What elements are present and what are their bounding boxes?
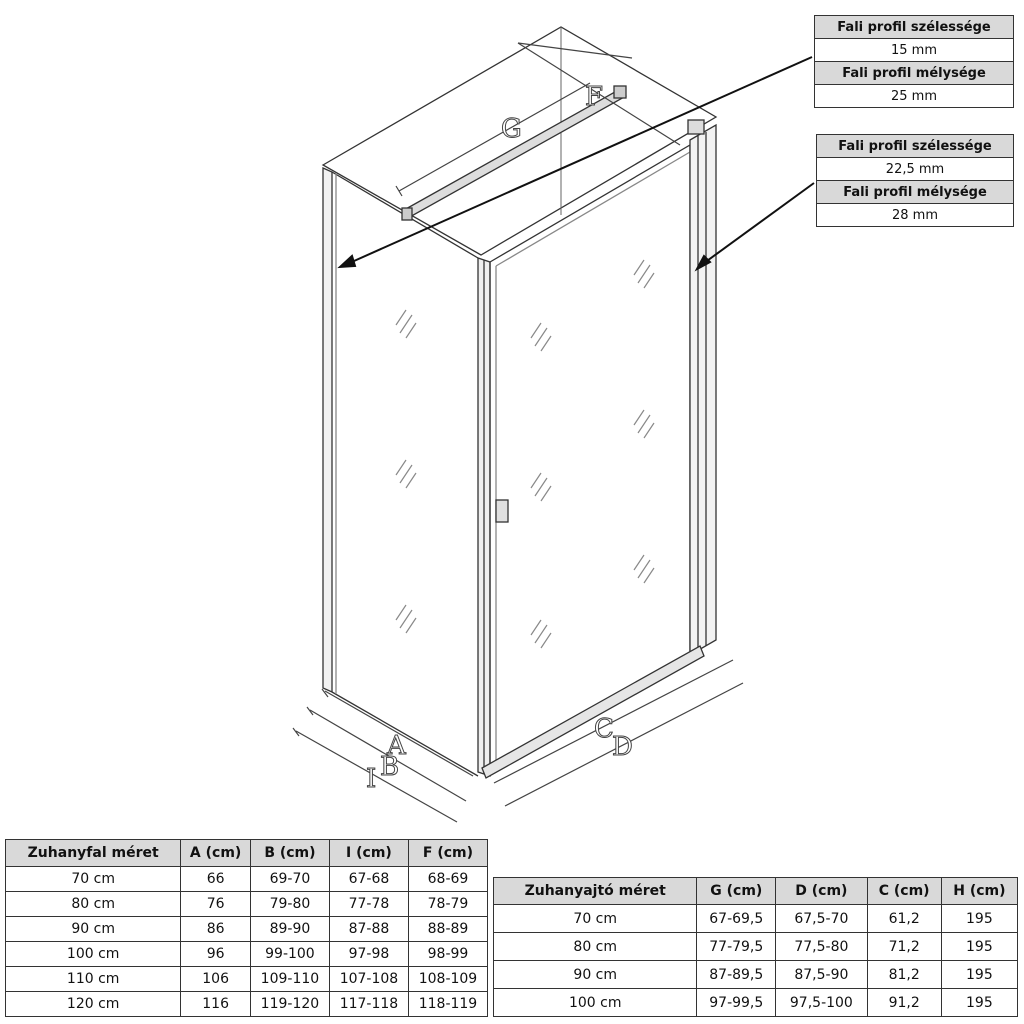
door-profile-depth-label: Fali profil mélysége: [817, 181, 1014, 204]
table-cell: 68-69: [408, 867, 487, 892]
table-cell: 195: [941, 961, 1017, 989]
table-cell: 76: [181, 892, 251, 917]
shower-wall-size-table: [5, 839, 488, 1017]
table-cell: 79-80: [250, 892, 329, 917]
table-cell: 80 cm: [494, 933, 697, 961]
table-header-row: [494, 878, 1018, 905]
wall-profile-depth-label: Fali profil mélysége: [815, 62, 1014, 85]
table-cell: 87-88: [329, 917, 408, 942]
table-cell: 61,2: [867, 905, 941, 933]
door-profile-width-value: 22,5 mm: [817, 158, 1014, 181]
table-row: [6, 892, 488, 917]
table-cell: 119-120: [250, 992, 329, 1017]
table-cell: 98-99: [408, 942, 487, 967]
table-cell: 66: [181, 867, 251, 892]
table-cell: 89-90: [250, 917, 329, 942]
column-header: Zuhanyfal méret: [6, 840, 181, 867]
table-cell: 108-109: [408, 967, 487, 992]
table-cell: 107-108: [329, 967, 408, 992]
table-row: [6, 917, 488, 942]
door-handle: [496, 500, 508, 522]
column-header: F (cm): [408, 840, 487, 867]
glass-reflection-marks: [396, 260, 654, 648]
table-cell: 78-79: [408, 892, 487, 917]
table-row: [494, 933, 1018, 961]
column-header: D (cm): [776, 878, 867, 905]
table-cell: 118-119: [408, 992, 487, 1017]
profile-pointer-arrows: [340, 57, 814, 269]
table-cell: 195: [941, 933, 1017, 961]
wall-profile-spec-box: [814, 15, 1014, 108]
door-profile-depth-value: 28 mm: [817, 204, 1014, 227]
dim-label-b: B: [380, 752, 400, 782]
table-row: [6, 992, 488, 1017]
column-header: I (cm): [329, 840, 408, 867]
door-profile-width-label: Fali profil szélessége: [817, 135, 1014, 158]
dim-label-a: A: [387, 731, 406, 761]
door-profile-spec-box: [816, 134, 1014, 227]
wall-profile-width-label: Fali profil szélessége: [815, 16, 1014, 39]
dim-label-f: F: [585, 82, 604, 112]
table-cell: 77-78: [329, 892, 408, 917]
table-cell: 69-70: [250, 867, 329, 892]
column-header: A (cm): [181, 840, 251, 867]
dim-label-d: D: [612, 732, 633, 762]
side-panel: [323, 168, 332, 692]
table-cell: 120 cm: [6, 992, 181, 1017]
table-cell: 97-99,5: [697, 989, 776, 1017]
table-cell: 116: [181, 992, 251, 1017]
table-row: [6, 867, 488, 892]
table-cell: 87,5-90: [776, 961, 867, 989]
table-row: [6, 942, 488, 967]
table-cell: 90 cm: [6, 917, 181, 942]
dim-label-c: C: [594, 714, 614, 744]
table-cell: 97,5-100: [776, 989, 867, 1017]
table-cell: 77-79,5: [697, 933, 776, 961]
table-cell: 67,5-70: [776, 905, 867, 933]
column-header: C (cm): [867, 878, 941, 905]
table-header-row: [6, 840, 488, 867]
table-cell: 100 cm: [494, 989, 697, 1017]
table-cell: 81,2: [867, 961, 941, 989]
table-cell: 90 cm: [494, 961, 697, 989]
table-cell: 110 cm: [6, 967, 181, 992]
table-row: [494, 905, 1018, 933]
table-cell: 99-100: [250, 942, 329, 967]
table-cell: 70 cm: [6, 867, 181, 892]
table-cell: 91,2: [867, 989, 941, 1017]
column-header: G (cm): [697, 878, 776, 905]
column-header: B (cm): [250, 840, 329, 867]
table-cell: 70 cm: [494, 905, 697, 933]
column-header: H (cm): [941, 878, 1017, 905]
table-cell: 96: [181, 942, 251, 967]
wall-profile-width-value: 15 mm: [815, 39, 1014, 62]
table-cell: 77,5-80: [776, 933, 867, 961]
table-cell: 80 cm: [6, 892, 181, 917]
table-cell: 67-69,5: [697, 905, 776, 933]
table-cell: 109-110: [250, 967, 329, 992]
bottom-threshold: [482, 646, 704, 778]
table-cell: 71,2: [867, 933, 941, 961]
wall-profile-depth-value: 25 mm: [815, 85, 1014, 108]
table-row: [494, 989, 1018, 1017]
shower-door-size-table: [493, 877, 1018, 1017]
table-cell: 97-98: [329, 942, 408, 967]
table-cell: 67-68: [329, 867, 408, 892]
table-cell: 87-89,5: [697, 961, 776, 989]
table-cell: 117-118: [329, 992, 408, 1017]
table-row: [494, 961, 1018, 989]
dim-label-i: I: [366, 764, 377, 794]
table-cell: 195: [941, 989, 1017, 1017]
table-cell: 195: [941, 905, 1017, 933]
door-wall-profile: [690, 125, 716, 655]
table-cell: 88-89: [408, 917, 487, 942]
dim-label-g: G: [501, 114, 522, 144]
table-cell: 86: [181, 917, 251, 942]
column-header: Zuhanyajtó méret: [494, 878, 697, 905]
table-cell: 100 cm: [6, 942, 181, 967]
table-cell: 106: [181, 967, 251, 992]
table-row: [6, 967, 488, 992]
